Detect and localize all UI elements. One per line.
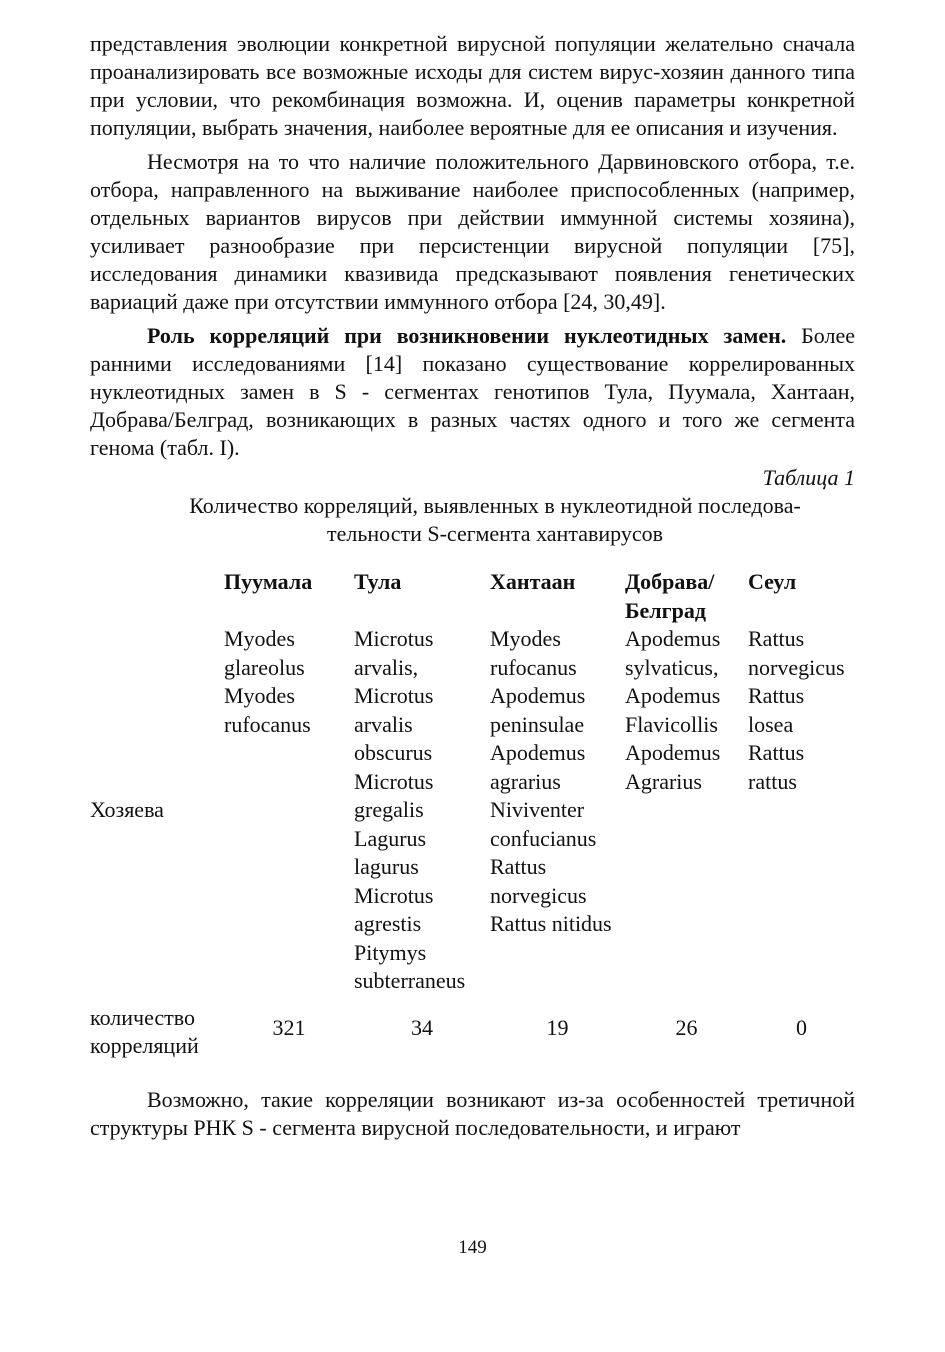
header-dobrava: Добрава/ Белград — [625, 569, 715, 623]
table-row-hosts — [90, 625, 855, 996]
hosts-label: Хозяева — [90, 797, 164, 822]
header-puumala: Пуумала — [224, 569, 313, 594]
count-tula: 34 — [411, 1014, 433, 1040]
hosts-hantaan: Myodes rufocanus Apodemus peninsulae Apodemus agrarius Niviventer confucianus Rattus norvegicus Rattus nitidus — [490, 626, 612, 936]
count-seoul: 0 — [796, 1014, 807, 1040]
paragraph-4: Возможно, такие корреляции возникают из-за особенностей третичной структуры РНК S - сегмента вирусной последовательности, и играют — [90, 1086, 855, 1140]
header-empty — [90, 568, 224, 625]
count-label: количество корреляций — [90, 1004, 199, 1058]
table-caption-line-1: Количество корреляций, выявленных в нуклеотидной последова- — [189, 493, 801, 518]
paragraph-3-heading: Роль корреляций при возникновении нуклеотидных замен. — [147, 323, 787, 348]
hosts-seoul: Rattus norvegicus Rattus losea Rattus rattus — [748, 626, 845, 794]
paragraph-3 — [90, 322, 855, 462]
hosts-tula: Microtus arvalis, Microtus arvalis obscurus Microtus gregalis Lagurus lagurus Microtus agrestis Pitymys subterraneus — [354, 626, 466, 993]
table-row-counts — [90, 996, 855, 1061]
paragraph-2: Несмотря на то что наличие положительного Дарвиновского отбора, т.е. отбора, направленного на выживание наиболее приспособленных (например, отдельных вариантов вирусов при действии иммунной системы хозяина), усиливает разнообразие при персистенции вирусной популяции [75], исследования динамики квазивида предсказывают появления генетических вариаций даже при отсутствии иммунного отбора [24, 30,49]. — [90, 149, 855, 314]
table-header-row — [90, 568, 855, 625]
table-label: Таблица 1 — [762, 465, 855, 490]
hosts-puumala: Myodes glareolus Myodes rufocanus — [224, 626, 311, 737]
header-tula: Тула — [354, 569, 402, 594]
hosts-dobrava: Apodemus sylvaticus, Apodemus Flavicollis Apodemus Agrarius — [625, 626, 721, 794]
table-caption-line-2: тельности S-сегмента хантавирусов — [327, 521, 663, 546]
hantavirus-table — [90, 568, 855, 1061]
header-hantaan: Хантаан — [490, 569, 576, 594]
count-puumala: 321 — [272, 1014, 306, 1040]
count-hantaan: 19 — [546, 1014, 569, 1040]
page-body — [90, 30, 855, 1142]
paragraph-3-text: Более ранними исследованиями [14] показано существование коррелированных нуклеотидных замен в S - сегментах генотипов Тула, Пуумала, Хантаан, Добрава/Белград, возникающих в разных частях одного и того же сегмента генома (табл. I). — [90, 323, 855, 460]
page-number: 149 — [458, 1237, 487, 1258]
count-dobrava: 26 — [675, 1014, 698, 1040]
header-seoul: Сеул — [748, 569, 797, 594]
paragraph-1: представления эволюции конкретной вирусной популяции желательно сначала проанализировать все возможные исходы для систем вирус-хозяин данного типа при условии, что рекомбинация возможна. И, оценив параметры конкретной популяции, выбрать значения, наиболее вероятные для ее описания и изучения. — [90, 31, 855, 140]
